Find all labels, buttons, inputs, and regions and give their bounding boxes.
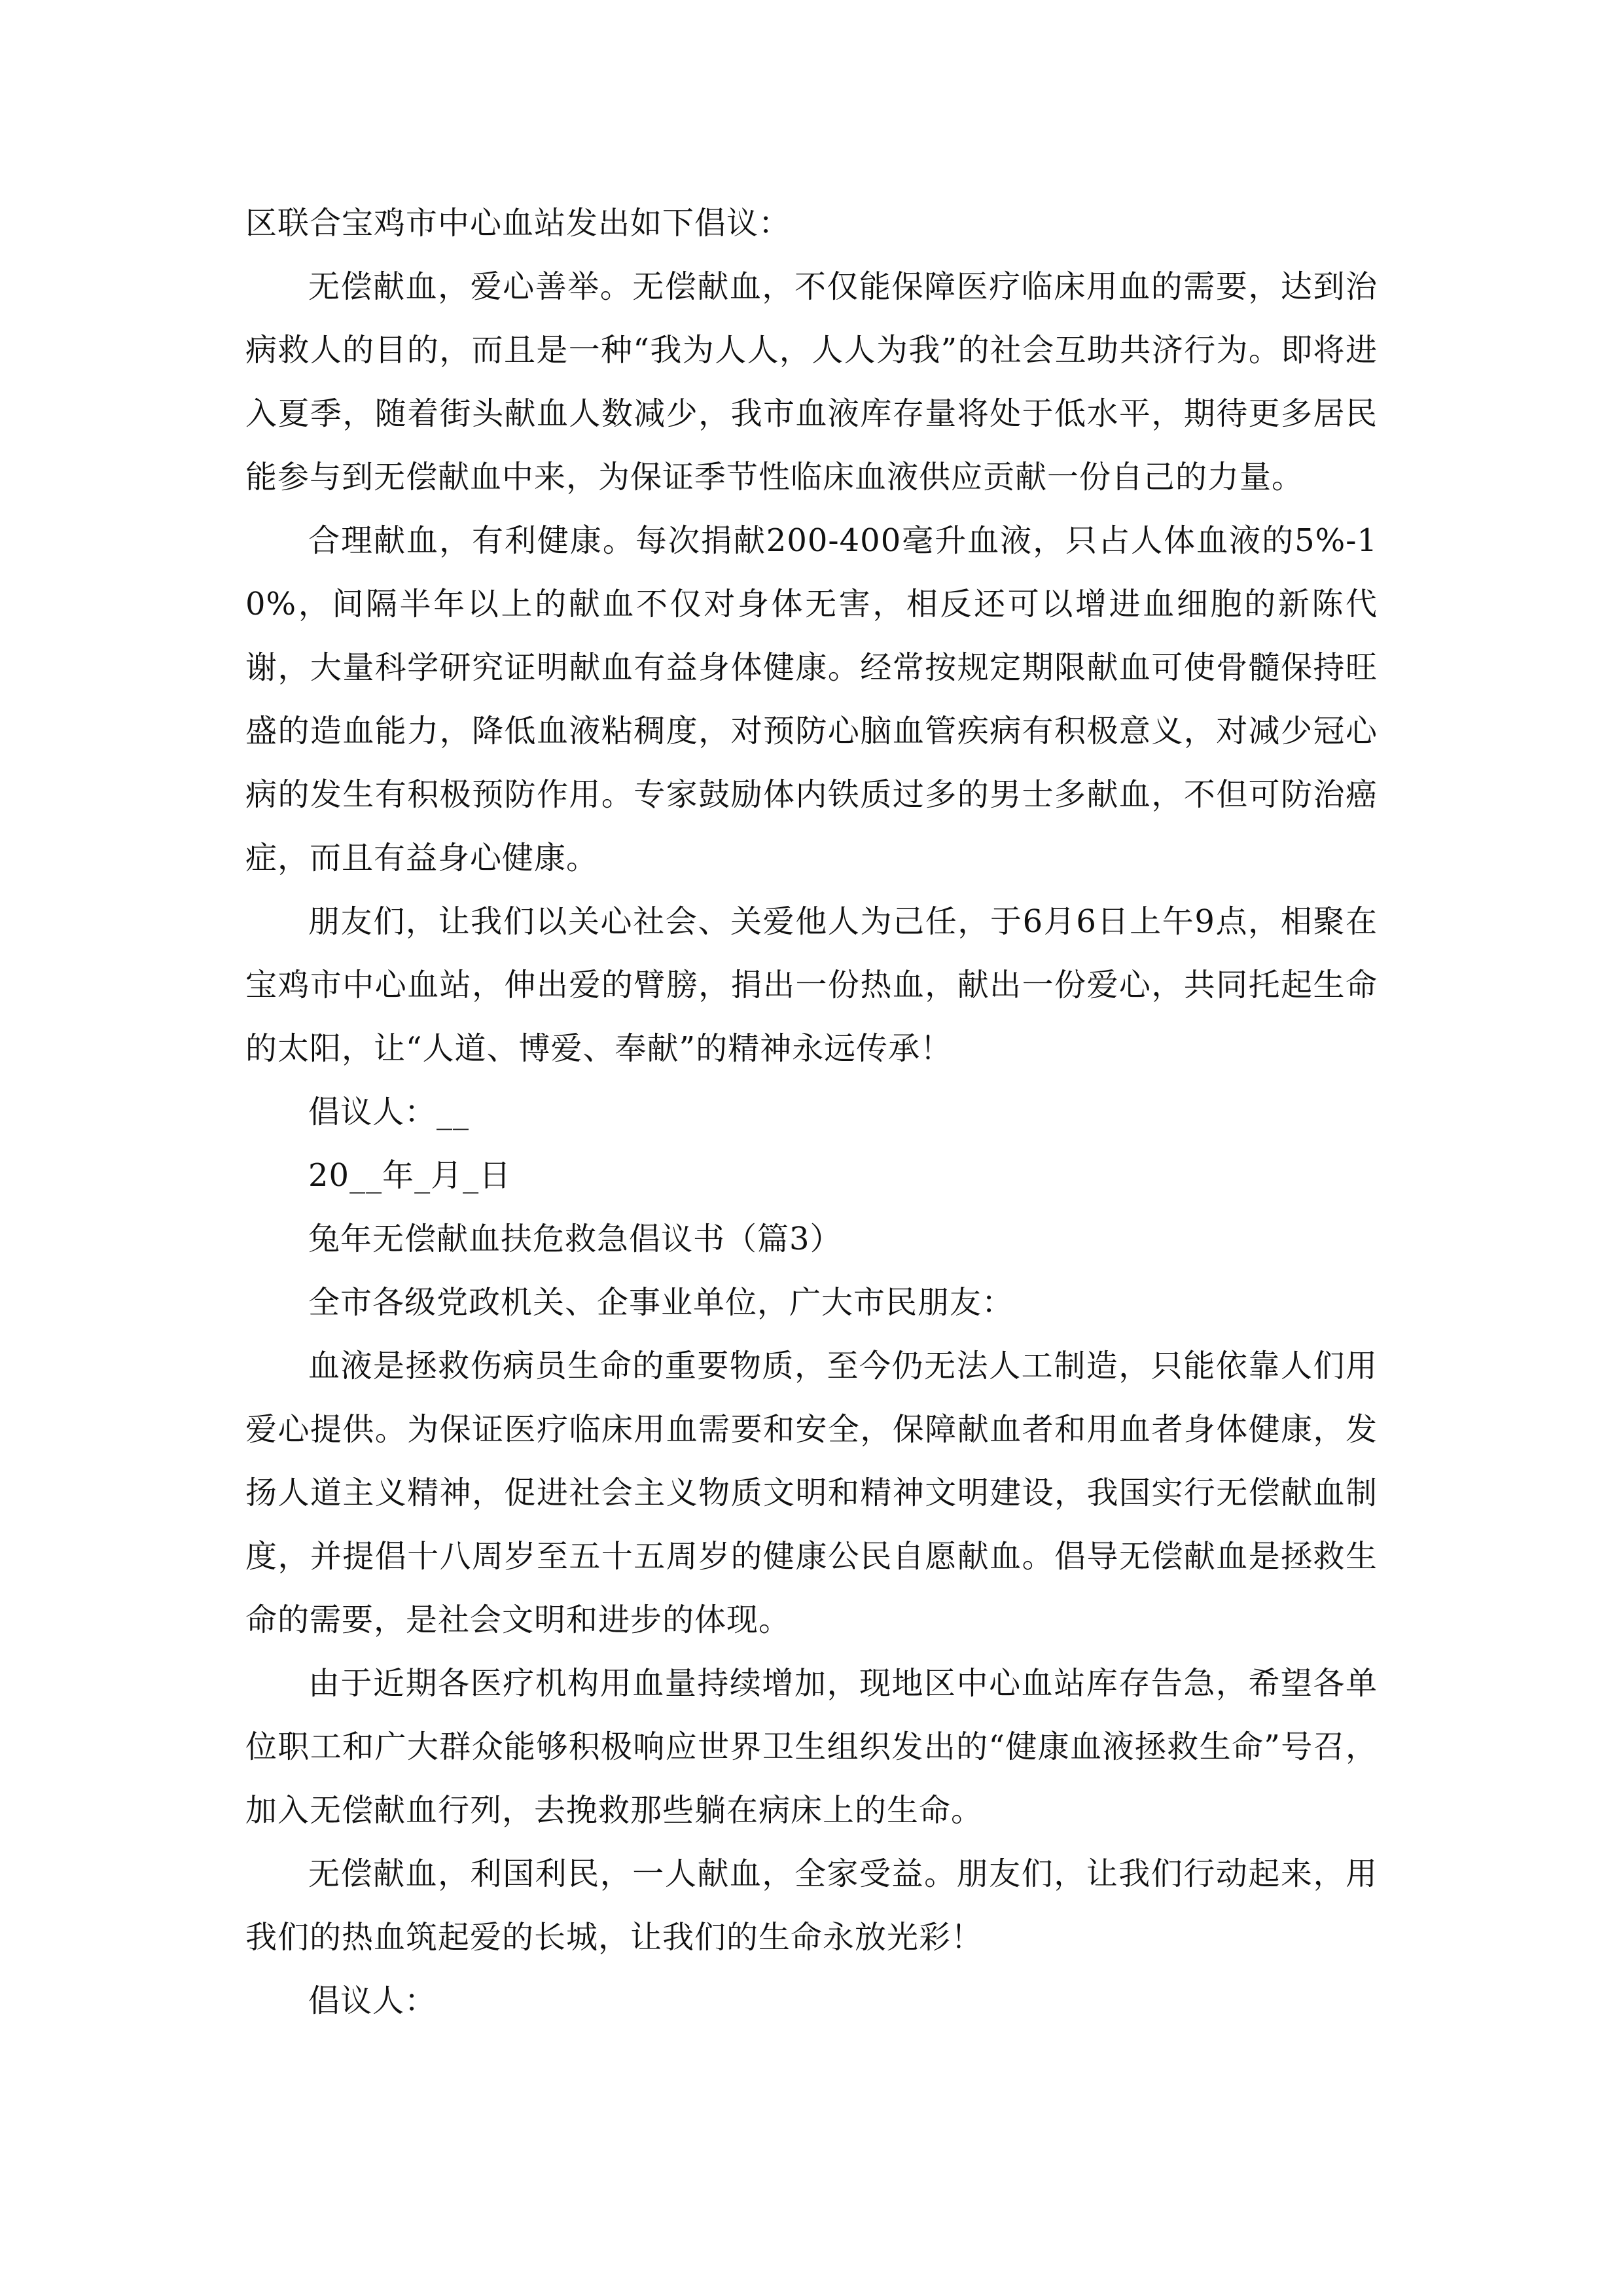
paragraph-intro-continuation: 区联合宝鸡市中心血站发出如下倡议： xyxy=(245,205,791,242)
paragraph-reasonable-donation: 合理献血，有利健康。每次捐献200-400毫升血液，只占人体血液的5%-10%，间隔半年以上的献血不仅对身体无害，相反还可以增进血细胞的新陈代谢，大量科学研究证明献血有益身体健康。经常按规定期限献血可使骨髓保持旺盛的造血能力，降低血液粘稠度，对预防心脑血管疾病有积极意义，对减少冠心病的发生有积极预防作用。专家鼓励体内铁质过多的男士多献血，不但可防治癌症，而且有益身心健康。 xyxy=(245,522,1378,876)
salutation: 全市各级党政机关、企事业单位，广大市民朋友： xyxy=(308,1284,1014,1321)
paragraph-unpaid-donation: 无偿献血，爱心善举。无偿献血，不仅能保障医疗临床用血的需要，达到治病救人的目的，而且是一种“我为人人，人人为我”的社会互助共济行为。即将进入夏季，随着街头献血人数减少，我市血液库存量将处于低水平，期待更多居民能参与到无偿献血中来，为保证季节性临床血液供应贡献一份自己的力量。 xyxy=(245,268,1378,495)
document-body xyxy=(245,192,1378,2033)
paragraph-call-to-friends: 朋友们，让我们以关心社会、关爱他人为己任，于6月6日上午9点，相聚在宝鸡市中心血站，伸出爱的臂膀，捐出一份热血，献出一份爱心，共同托起生命的太阳，让“人道、博爱、奉献”的精神永远传承！ xyxy=(245,903,1378,1067)
section-title-part3: 兔年无偿献血扶危救急倡议书（篇3） xyxy=(308,1221,842,1257)
paragraph-shortage-appeal: 由于近期各医疗机构用血量持续增加，现地区中心血站库存告急，希望各单位职工和广大群众能够积极响应世界卫生组织发出的“健康血液拯救生命”号召，加入无偿献血行列，去挽救那些躺在病床上的生命。 xyxy=(245,1665,1378,1829)
initiator-signature-line-2: 倡议人： xyxy=(308,1982,437,2019)
initiator-signature-line: 倡议人：__ xyxy=(308,1094,470,1130)
date-line: 20__年_月_日 xyxy=(308,1157,512,1194)
paragraph-benefit-closing: 无偿献血，利国利民，一人献血，全家受益。朋友们，让我们行动起来，用我们的热血筑起爱的长城，让我们的生命永放光彩！ xyxy=(245,1856,1378,1956)
paragraph-blood-importance: 血液是拯救伤病员生命的重要物质，至今仍无法人工制造，只能依靠人们用爱心提供。为保证医疗临床用血需要和安全，保障献血者和用血者身体健康，发扬人道主义精神，促进社会主义物质文明和精神文明建设，我国实行无偿献血制度，并提倡十八周岁至五十五周岁的健康公民自愿献血。倡导无偿献血是拯救生命的需要，是社会文明和进步的体现。 xyxy=(245,1348,1378,1638)
